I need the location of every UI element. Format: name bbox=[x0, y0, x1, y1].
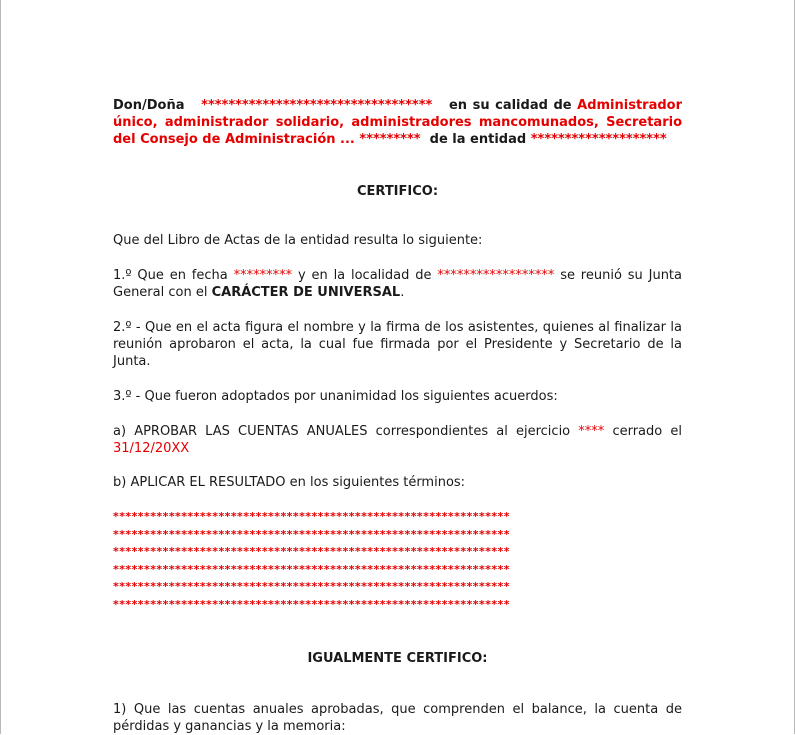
certifico-heading: CERTIFICO: bbox=[356, 184, 439, 199]
pa-text-a: a) APROBAR LAS CUENTAS ANUALES correspondientes al ejercicio bbox=[113, 424, 571, 439]
stars-line: **************************************************************** bbox=[113, 527, 510, 541]
paragraph-b: b) APLICAR EL RESULTADO en los siguientes términos: bbox=[113, 475, 466, 490]
ejercicio-placeholder: **** bbox=[578, 424, 605, 439]
paragraph-3: 3.º - Que fueron adoptados por unanimidad los siguientes acuerdos: bbox=[113, 389, 558, 404]
document-page bbox=[113, 97, 682, 735]
localidad-placeholder: ****************** bbox=[437, 268, 555, 283]
pa-text-b: cerrado el bbox=[612, 424, 682, 439]
stars-block bbox=[113, 508, 682, 614]
paragraph-a bbox=[113, 423, 682, 457]
paragraph-2: 2.º - Que en el acta figura el nombre y la firma de los asistentes, quienes al finalizar la reunión aprobaron el acta, la cual fue firmada por el Presidente y Secretario de la Junta. bbox=[113, 320, 682, 369]
en-su-calidad-text: en su calidad de bbox=[448, 98, 572, 113]
cargos-text: Administrador único, administrador solidario, administradores mancomunados, Secretario del Consejo de Administración ... bbox=[113, 98, 683, 147]
intro-paragraph bbox=[113, 97, 682, 148]
don-dona-label: Don/Doña bbox=[113, 98, 185, 113]
paragraph-1 bbox=[113, 267, 682, 301]
igualmente-heading: IGUALMENTE CERTIFICO: bbox=[307, 650, 488, 666]
caracter-universal: CARÁCTER DE UNIVERSAL bbox=[211, 285, 401, 300]
la-entidad-text: la entidad bbox=[452, 132, 527, 147]
stars-line: **************************************************************** bbox=[113, 597, 510, 611]
cargo-placeholder: ********* bbox=[359, 132, 421, 147]
stars-line: **************************************************************** bbox=[113, 562, 510, 576]
entidad-placeholder: ******************** bbox=[530, 132, 667, 147]
p1-text-d: . bbox=[400, 285, 405, 300]
name-placeholder: ********************************** bbox=[201, 98, 433, 113]
p1-text-b: y en la localidad de bbox=[297, 268, 432, 283]
p1-text-c: se reunió su Junta General con el bbox=[113, 268, 682, 300]
paragraph-final: 1) Que las cuentas anuales aprobadas, que comprenden el balance, la cuenta de pérdidas y ganancias y la memoria: bbox=[113, 701, 682, 734]
stars-line: **************************************************************** bbox=[113, 580, 510, 594]
stars-line: **************************************************************** bbox=[113, 545, 510, 559]
stars-line: **************************************************************** bbox=[113, 510, 510, 523]
fecha-placeholder: ********* bbox=[233, 268, 293, 283]
page-edge-left bbox=[0, 0, 1, 734]
libro-actas-paragraph: Que del Libro de Actas de la entidad resulta lo siguiente: bbox=[113, 233, 483, 248]
de-text: de bbox=[429, 132, 448, 147]
p1-text-a: 1.º Que en fecha bbox=[113, 268, 228, 283]
fecha-cierre: 31/12/20XX bbox=[113, 441, 190, 456]
